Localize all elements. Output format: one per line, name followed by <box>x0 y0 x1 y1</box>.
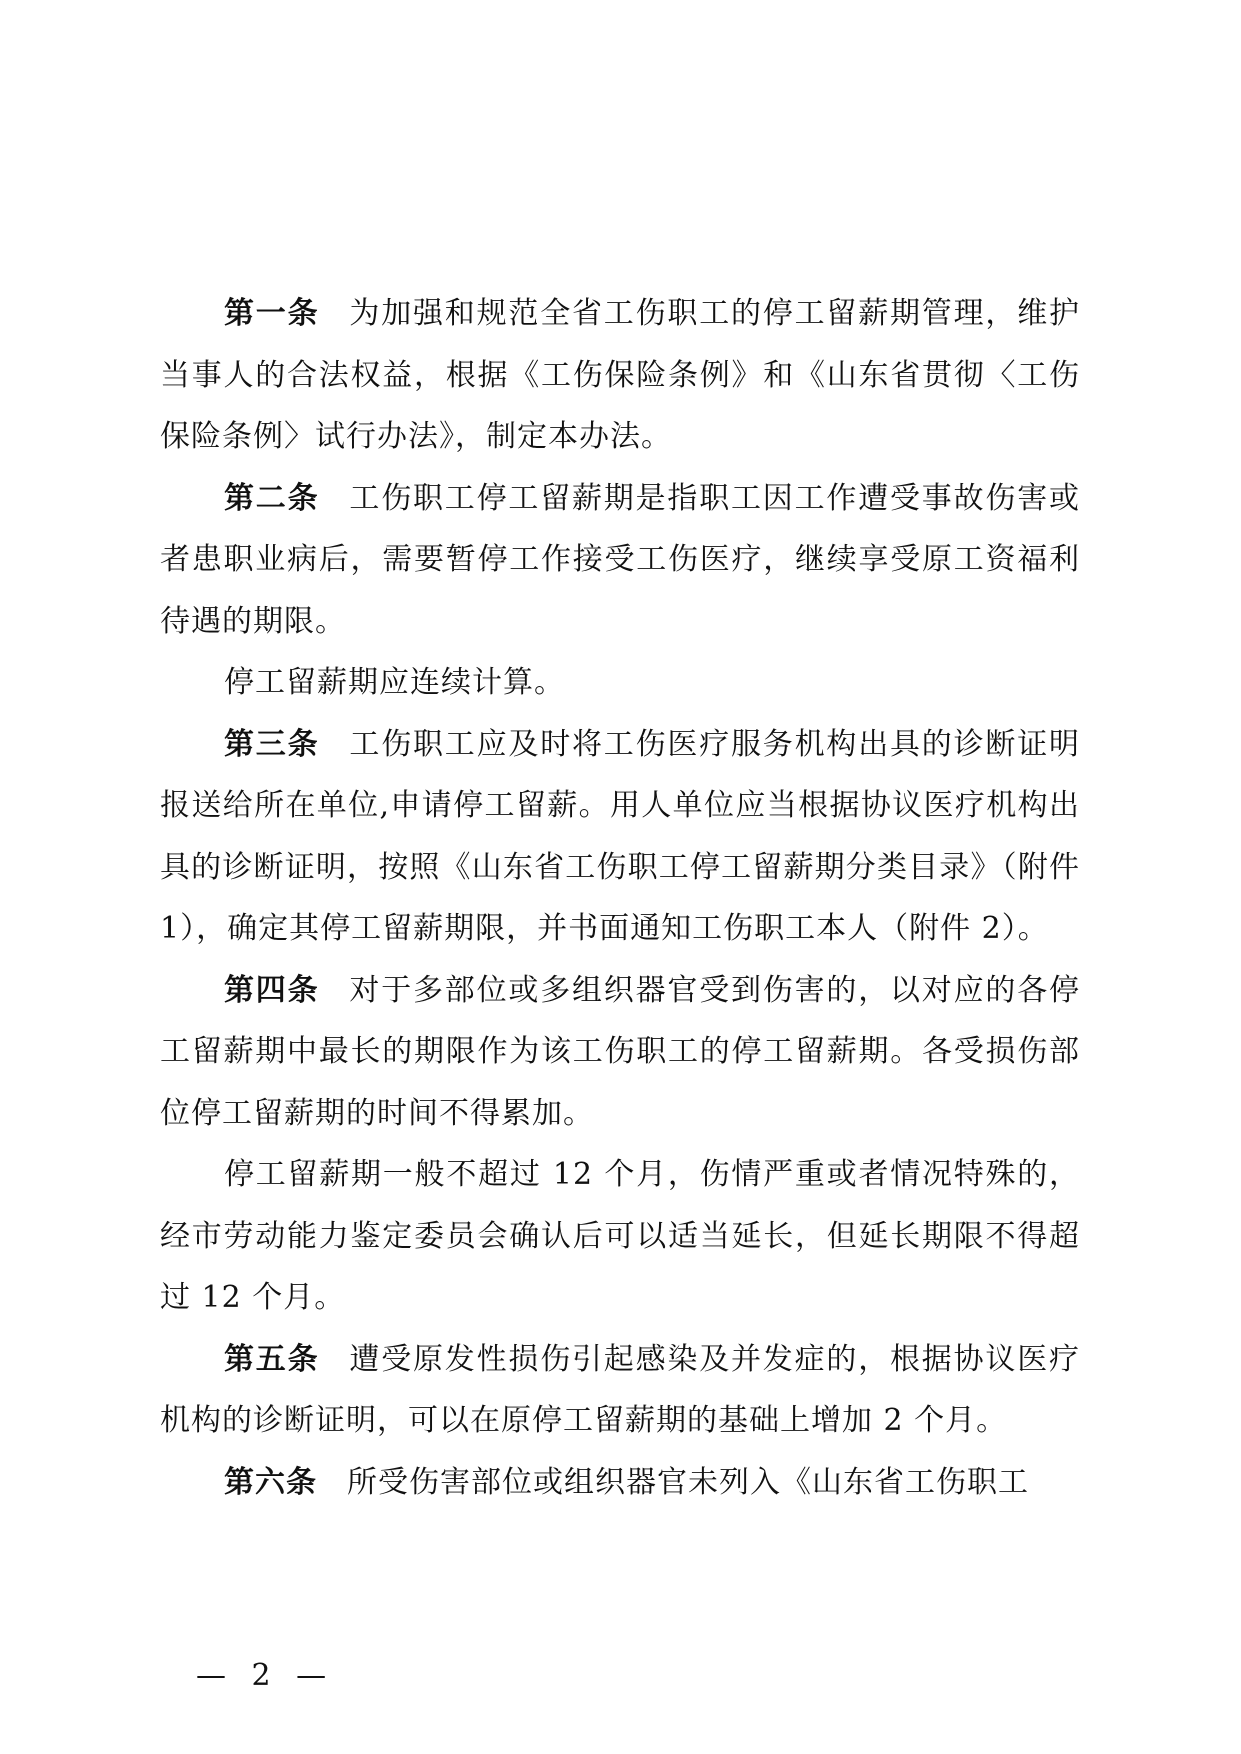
paragraph-article-3 <box>160 714 1080 960</box>
paragraph-plain <box>160 1144 1080 1329</box>
document-body <box>160 283 1080 1513</box>
article-heading: 第四条 <box>224 972 320 1008</box>
paragraph-text: 工伤职工停工留薪期是指职工因工作遭受事故伤害或者患职业病后，需要暂停工作接受工伤医疗，继续享受原工资福利待遇的期限。 <box>160 480 1081 639</box>
article-heading: 第二条 <box>224 480 320 516</box>
paragraph-article-2 <box>160 468 1080 653</box>
paragraph-plain <box>160 652 1080 714</box>
paragraph-text: 为加强和规范全省工伤职工的停工留薪期管理，维护当事人的合法权益，根据《工伤保险条例》和《山东省贯彻〈工伤保险条例〉试行办法》，制定本办法。 <box>160 296 1081 454</box>
paragraph-text: 停工留薪期一般不超过 12 个月，伤情严重或者情况特殊的，经市劳动能力鉴定委员会确认后可以适当延长，但延长期限不得超过 12 个月。 <box>160 1157 1080 1315</box>
article-heading: 第五条 <box>224 1341 320 1377</box>
paragraph-text: 对于多部位或多组织器官受到伤害的，以对应的各停工留薪期中最长的期限作为该工伤职工的停工留薪期。各受损伤部位停工留薪期的时间不得累加。 <box>160 972 1081 1131</box>
paragraph-article-6 <box>160 1452 1080 1514</box>
paragraph-article-1 <box>160 283 1080 468</box>
article-heading: 第一条 <box>224 296 320 331</box>
paragraph-text: 停工留薪期应连续计算。 <box>224 665 565 700</box>
article-heading: 第六条 <box>224 1464 317 1500</box>
article-heading: 第三条 <box>224 726 320 762</box>
paragraph-article-4 <box>160 960 1080 1145</box>
page-number: — 2 — <box>196 1658 335 1693</box>
paragraph-text: 工伤职工应及时将工伤医疗服务机构出具的诊断证明报送给所在单位,申请停工留薪。用人单位应当根据协议医疗机构出具的诊断证明，按照《山东省工伤职工停工留薪期分类目录》（附件 1），确定其停工留薪期限，并书面通知工伤职工本人（附件 2）。 <box>160 726 1081 946</box>
paragraph-text: 遭受原发性损伤引起感染及并发症的，根据协议医疗机构的诊断证明，可以在原停工留薪期的基础上增加 2 个月。 <box>160 1341 1081 1438</box>
paragraph-text: 所受伤害部位或组织器官未列入《山东省工伤职工 <box>347 1464 1029 1500</box>
paragraph-article-5 <box>160 1329 1080 1452</box>
